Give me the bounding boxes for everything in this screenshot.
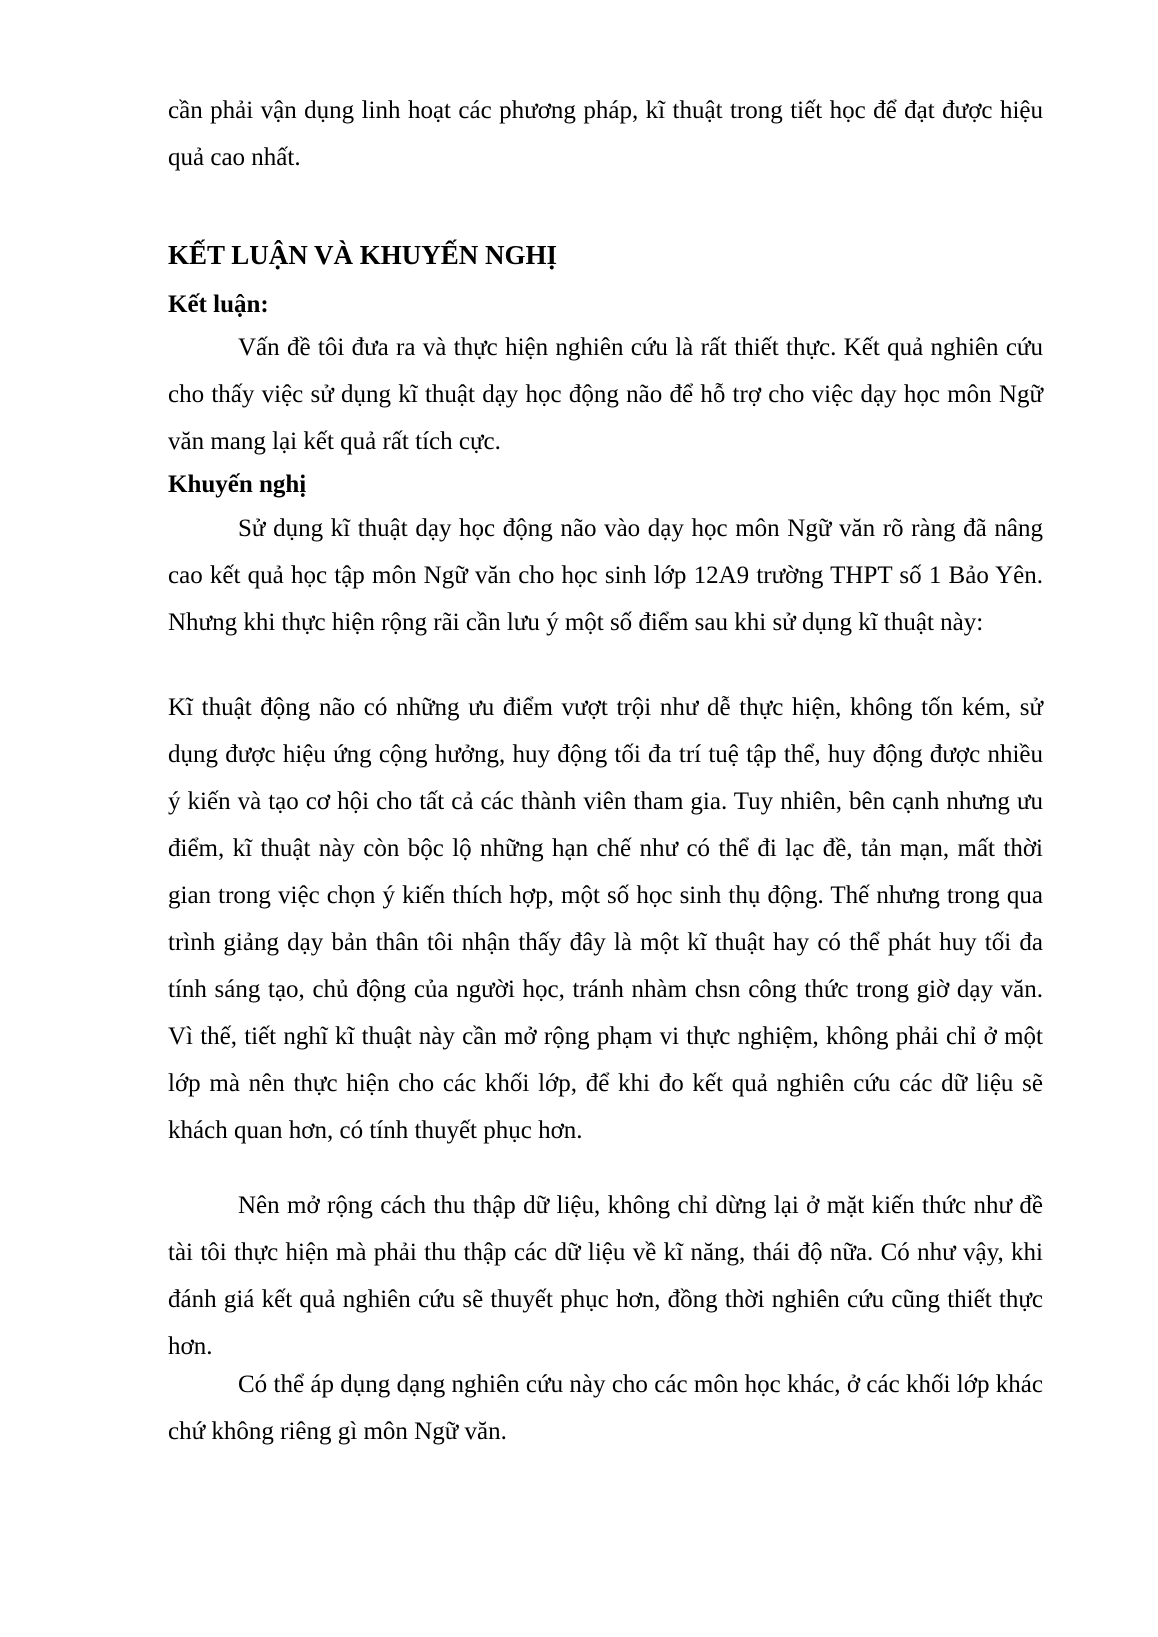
recommendation-paragraph-4: Có thể áp dụng dạng nghiên cứu này cho các môn học khác, ở các khối lớp khác chứ không riêng gì môn Ngữ văn. xyxy=(168,1371,1043,1445)
recommendation-paragraph-2: Kĩ thuật động não có những ưu điểm vượt trội như dễ thực hiện, không tốn kém, sử dụng được hiệu ứng cộng hưởng, huy động tối đa trí tuệ tập thể, huy động được nhiều ý kiến và tạo cơ hội cho tất cả các thành viên tham gia. Tuy nhiên, bên cạnh nhưng ưu điểm, kĩ thuật này còn bộc lộ những hạn chế như có thể đi lạc đề, tản mạn, mất thời gian trong việc chọn ý kiến thích hợp, một số học sinh thụ động. Thế nhưng trong qua trình giảng dạy bản thân tôi nhận thấy đây là một kĩ thuật hay có thể phát huy tối đa tính sáng tạo, chủ động của người học, tránh nhàm chsn công thức trong giờ dạy văn. Vì thế, tiết nghĩ kĩ thuật này cần mở rộng phạm vi thực nghiệm, không phải chỉ ở một lớp mà nên thực hiện cho các khối lớp, để khi đo kết quả nghiên cứu các dữ liệu sẽ khách quan hơn, có tính thuyết phục hơn. xyxy=(168,694,1043,1144)
conclusion-heading: Kết luận: xyxy=(168,291,269,318)
recommendation-paragraph-1: Sử dụng kĩ thuật dạy học động não vào dạy học môn Ngữ văn rõ ràng đã nâng cao kết quả học tập môn Ngữ văn cho học sinh lớp 12A9 trường THPT số 1 Bảo Yên. Nhưng khi thực hiện rộng rãi cần lưu ý một số điểm sau khi sử dụng kĩ thuật này: xyxy=(168,515,1043,636)
section-title: KẾT LUẬN VÀ KHUYẾN NGHỊ xyxy=(168,240,558,270)
recommendation-heading: Khuyến nghị xyxy=(168,471,307,498)
intro-paragraph: cần phải vận dụng linh hoạt các phương pháp, kĩ thuật trong tiết học để đạt được hiệu quả cao nhất. xyxy=(168,97,1043,171)
conclusion-paragraph: Vấn đề tôi đưa ra và thực hiện nghiên cứu là rất thiết thực. Kết quả nghiên cứu cho thấy việc sử dụng kĩ thuật dạy học động não để hỗ trợ cho việc dạy học môn Ngữ văn mang lại kết quả rất tích cực. xyxy=(168,334,1043,455)
recommendation-paragraph-3: Nên mở rộng cách thu thập dữ liệu, không chỉ dừng lại ở mặt kiến thức như đề tài tôi thực hiện mà phải thu thập các dữ liệu về kĩ năng, thái độ nữa. Có như vậy, khi đánh giá kết quả nghiên cứu sẽ thuyết phục hơn, đồng thời nghiên cứu cũng thiết thực hơn. xyxy=(168,1192,1043,1360)
